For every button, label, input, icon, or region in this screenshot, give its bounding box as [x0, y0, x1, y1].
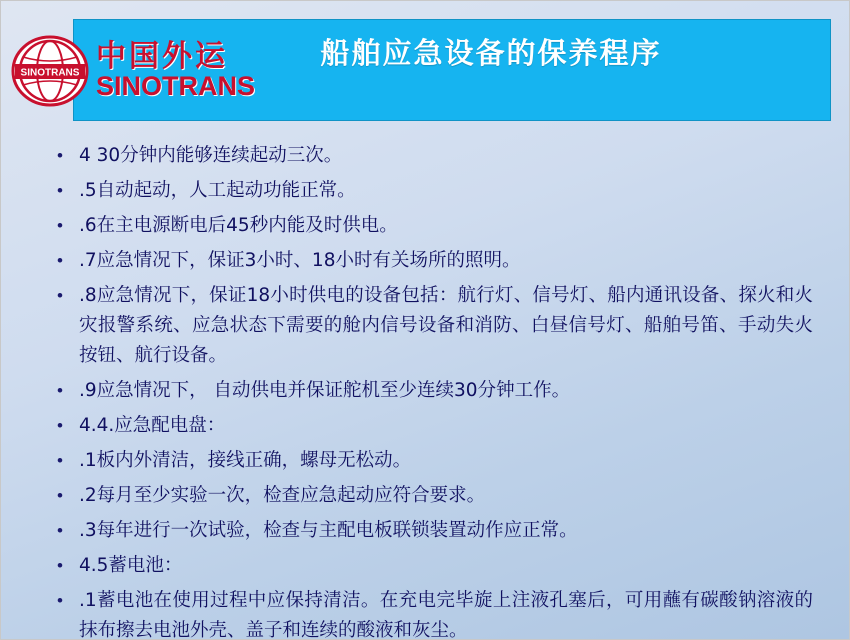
list-item [53, 141, 813, 171]
list-item-text: .9应急情况下， 自动供电并保证舵机至少连续30分钟工作。 [79, 380, 571, 401]
bullet-dot-icon: • [57, 451, 63, 470]
list-item-text: .3每年进行一次试验，检查与主配电板联锁装置动作应正常。 [79, 520, 578, 541]
bullet-dot-icon: • [57, 146, 63, 165]
bullet-dot-icon: • [57, 416, 63, 435]
list-item-text: .1板内外清洁，接线正确，螺母无松动。 [79, 450, 412, 471]
bullet-dot-icon: • [57, 521, 63, 540]
list-item [53, 586, 813, 640]
list-item [53, 481, 813, 511]
bullet-dot-icon: • [57, 381, 63, 400]
list-item [53, 176, 813, 206]
list-item [53, 411, 813, 441]
list-item-text: 4.4.应急配电盘： [79, 415, 226, 436]
bullet-list [53, 141, 813, 640]
list-item [53, 281, 813, 371]
list-item [53, 211, 813, 241]
sinotrans-globe-logo-icon [11, 35, 89, 107]
bullet-dot-icon: • [57, 286, 63, 305]
list-item [53, 516, 813, 546]
list-item [53, 246, 813, 276]
list-item-text: .7应急情况下，保证3小时、18小时有关场所的照明。 [79, 250, 521, 271]
list-item-text: 4.5蓄电池： [79, 555, 183, 576]
bullet-dot-icon: • [57, 181, 63, 200]
brand-name-chinese: 中国外运 [96, 39, 228, 74]
list-item-text: 4 30分钟内能够连续起动三次。 [79, 145, 343, 166]
bullet-dot-icon: • [57, 486, 63, 505]
list-item [53, 446, 813, 476]
bullet-dot-icon: • [57, 591, 63, 610]
page-title: 船舶应急设备的保养程序 [320, 35, 662, 70]
list-item-text: .1蓄电池在使用过程中应保持清洁。在充电完毕旋上注液孔塞后，可用蘸有碳酸钠溶液的抹布擦去电池外壳、盖子和连续的酸液和灰尘。 [79, 590, 813, 640]
list-item [53, 376, 813, 406]
list-item-text: .2每月至少实验一次，检查应急起动应符合要求。 [79, 485, 486, 506]
svg-text:SINOTRANS: SINOTRANS [20, 67, 80, 79]
list-item-text: .5自动起动，人工起动功能正常。 [79, 180, 356, 201]
bullet-dot-icon: • [57, 251, 63, 270]
brand-name-english: SINOTRANS [96, 71, 256, 101]
bullet-dot-icon: • [57, 216, 63, 235]
list-item [53, 551, 813, 581]
list-item-text: .6在主电源断电后45秒内能及时供电。 [79, 215, 398, 236]
bullet-dot-icon: • [57, 556, 63, 575]
list-item-text: .8应急情况下，保证18小时供电的设备包括：航行灯、信号灯、船内通讯设备、探火和火灾报警系统、应急状态下需要的舱内信号设备和消防、白昼信号灯、船舶号笛、手动失火按钮、航行设备。 [79, 285, 813, 366]
